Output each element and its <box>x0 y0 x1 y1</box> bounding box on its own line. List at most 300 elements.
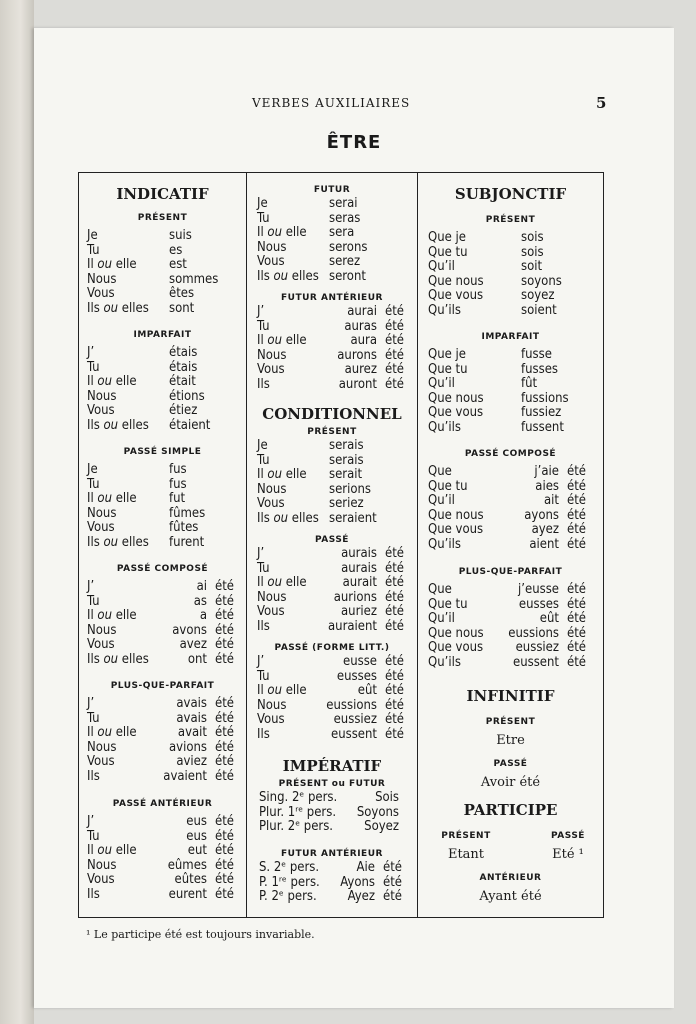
verb-form: sois <box>521 230 544 245</box>
pronoun: Vous <box>257 604 285 619</box>
participle: été <box>385 726 404 742</box>
heading-participe: PARTICIPE <box>463 801 558 819</box>
pronoun: P. 1ʳᵉ pers. <box>259 874 320 890</box>
heading-subjonctif: SUBJONCTIF <box>454 185 567 203</box>
participle: été <box>385 318 404 334</box>
participle: été <box>215 593 234 609</box>
tense-label: PLUS-QUE-PARFAIT <box>458 567 563 577</box>
verb-form: serai <box>329 196 358 211</box>
verb-form: auront <box>338 376 377 392</box>
conjugation-row <box>79 521 246 536</box>
conjugation-row <box>418 627 603 642</box>
participle: été <box>215 608 234 623</box>
verb-form: aviez <box>176 754 207 769</box>
conjugation-row <box>247 699 417 714</box>
conjugation-row <box>79 712 246 727</box>
pronoun: Que je <box>428 230 466 245</box>
conjugation-row <box>247 226 417 241</box>
verb-form: eus <box>186 814 207 829</box>
infinitif-passe-label: PASSÉ <box>493 759 528 769</box>
tense-subj-passe-compose <box>418 449 603 552</box>
verb-form: aura <box>350 333 377 348</box>
participle: été <box>215 622 234 638</box>
participe-passe-value: Eté ¹ <box>552 847 584 862</box>
conjugation-row <box>247 483 417 498</box>
participle: été <box>385 712 404 727</box>
verb-form: Ayons <box>340 874 375 890</box>
verb-form: eut <box>187 843 207 858</box>
verb-form: fûtes <box>169 520 199 535</box>
pronoun: Il ou elle <box>257 467 307 482</box>
pronoun: Tu <box>257 210 270 226</box>
conjugation-row <box>247 454 417 469</box>
conjugation-row <box>247 241 417 256</box>
tense-conditionnel-present <box>247 427 417 526</box>
pronoun: Tu <box>257 560 270 576</box>
tense-conditionnel-passe-litt <box>247 643 417 742</box>
verb-form: avons <box>172 622 207 638</box>
pronoun: Nous <box>257 481 287 497</box>
pronoun: J’ <box>257 546 265 561</box>
conjugation-row <box>418 275 603 290</box>
participle: été <box>215 828 234 844</box>
conjugation-row <box>418 406 603 421</box>
tense-imperatif-present <box>247 779 417 835</box>
verb-form: Soyons <box>356 804 399 820</box>
participle: été <box>215 637 234 652</box>
pronoun: Nous <box>87 271 117 287</box>
verb-form: eût <box>539 611 559 626</box>
pronoun: Vous <box>87 754 115 769</box>
conjugation-row <box>247 620 417 635</box>
conjugation-table <box>78 172 604 918</box>
pronoun: J’ <box>257 304 265 319</box>
pronoun: Que je <box>428 347 466 362</box>
conjugation-row <box>79 844 246 859</box>
pronoun: Ils <box>87 886 100 902</box>
verb-form: eusses <box>336 668 377 684</box>
conjugation-row <box>247 890 417 905</box>
conjugation-row <box>247 334 417 349</box>
pronoun: Vous <box>87 403 115 418</box>
running-title: VERBES AUXILIAIRES <box>252 96 411 110</box>
pronoun: Nous <box>87 622 117 638</box>
pronoun: J’ <box>87 696 95 711</box>
verb-form: eussions <box>508 625 559 641</box>
pronoun: Tu <box>87 828 100 844</box>
conjugation-row <box>79 463 246 478</box>
verb-form: ai <box>196 579 207 594</box>
pronoun: Vous <box>257 712 285 727</box>
pronoun: Nous <box>87 388 117 404</box>
verb-form: ont <box>187 651 207 667</box>
participle: été <box>567 522 586 537</box>
participle: été <box>383 874 402 890</box>
participle: été <box>385 333 404 348</box>
conjugation-row <box>79 361 246 376</box>
verb-form: serais <box>329 452 364 468</box>
verb-form: aurait <box>342 575 377 590</box>
participle: été <box>567 536 586 552</box>
verb-form: as <box>193 593 207 609</box>
heading-infinitif: INFINITIF <box>466 687 555 705</box>
pronoun: Que tu <box>428 478 468 494</box>
conjugation-row <box>247 497 417 512</box>
pronoun: Que <box>428 464 452 479</box>
verb-form: j’eusse <box>518 582 559 597</box>
pronoun: Que tu <box>428 361 468 377</box>
conjugation-row <box>418 260 603 275</box>
verb-form: fusse <box>521 347 552 362</box>
verb-form: soient <box>521 302 557 318</box>
conjugation-row <box>418 246 603 261</box>
conjugation-row <box>247 378 417 393</box>
verb-form: eût <box>357 683 377 698</box>
pronoun: Nous <box>87 739 117 755</box>
conjugation-row <box>418 289 603 304</box>
conjugation-row <box>247 791 417 806</box>
verb-form: fus <box>169 462 187 477</box>
verb-form: aurons <box>337 347 377 363</box>
conjugation-row <box>247 547 417 562</box>
participle: été <box>567 493 586 508</box>
conjugation-row <box>79 287 246 302</box>
participle: été <box>567 640 586 655</box>
pronoun: Ils ou elles <box>87 417 149 433</box>
pronoun: Nous <box>257 347 287 363</box>
pronoun: Nous <box>87 505 117 521</box>
participle: été <box>385 546 404 561</box>
conjugation-row <box>79 258 246 273</box>
pronoun: Qu’ils <box>428 536 461 552</box>
verb-form: soit <box>521 259 543 274</box>
conjugation-row <box>79 609 246 624</box>
conjugation-row <box>418 612 603 627</box>
pronoun: Que <box>428 582 452 597</box>
verb-form: étions <box>169 388 205 404</box>
verb-form: fûmes <box>169 505 206 521</box>
conjugation-row <box>247 320 417 335</box>
verb-form: a <box>199 608 207 623</box>
verb-form: serait <box>329 467 363 482</box>
conjugation-row <box>79 419 246 434</box>
heading-indicatif: INDICATIF <box>116 185 209 203</box>
verb-form: aient <box>529 536 559 552</box>
conjugation-row <box>79 815 246 830</box>
verb-form: ayons <box>524 507 559 523</box>
pronoun: Il ou elle <box>257 575 307 590</box>
tense-label: FUTUR <box>313 185 351 195</box>
participle: été <box>567 582 586 597</box>
column-indicatif <box>79 173 246 917</box>
participle: été <box>385 683 404 698</box>
participle: été <box>385 376 404 392</box>
conjugation-row <box>79 478 246 493</box>
conjugation-row <box>418 583 603 598</box>
conjugation-row <box>247 439 417 454</box>
pronoun: Tu <box>87 710 100 726</box>
verb-form: eurent <box>168 886 207 902</box>
pronoun: Ils <box>257 726 270 742</box>
participle: été <box>215 814 234 829</box>
pronoun: Tu <box>257 452 270 468</box>
verb-form: eussent <box>513 654 559 670</box>
conjugation-row <box>79 273 246 288</box>
tense-label: PRÉSENT <box>485 215 536 225</box>
participle: été <box>385 604 404 619</box>
pronoun: Tu <box>87 593 100 609</box>
verb-form: aurez <box>344 362 377 377</box>
verb-form: fussiez <box>521 405 562 420</box>
verb-form: est <box>169 257 187 272</box>
pronoun: Je <box>257 196 268 211</box>
conjugation-row <box>418 494 603 509</box>
verb-form: sont <box>169 300 195 316</box>
participle: été <box>383 860 402 875</box>
participle: été <box>215 872 234 887</box>
verb-form: sera <box>329 225 355 240</box>
pronoun: Que nous <box>428 625 484 641</box>
verb-form: eusses <box>518 596 559 612</box>
pronoun: Il ou elle <box>257 225 307 240</box>
pronoun: Qu’ils <box>428 654 461 670</box>
participle: été <box>383 889 402 904</box>
verb-form: aies <box>535 478 559 494</box>
verb-form: eusse <box>343 654 377 669</box>
pronoun: J’ <box>87 579 95 594</box>
participle: été <box>385 654 404 669</box>
verb-form: suis <box>169 228 192 243</box>
heading-imperatif: IMPÉRATIF <box>282 757 382 775</box>
tense-imperatif-futur-anterieur <box>247 849 417 905</box>
pronoun: Que nous <box>428 390 484 406</box>
pronoun: Ils <box>257 376 270 392</box>
conjugation-row <box>79 859 246 874</box>
participle: été <box>567 596 586 612</box>
pronoun: P. 2ᵉ pers. <box>259 889 317 904</box>
verb-form: eûmes <box>167 857 207 873</box>
tense-label: PASSÉ COMPOSÉ <box>464 449 557 459</box>
conjugation-row <box>79 873 246 888</box>
participle: été <box>215 886 234 902</box>
participle: été <box>385 347 404 363</box>
conjugation-row <box>418 480 603 495</box>
conjugation-row <box>247 713 417 728</box>
participe-anterieur-label: ANTÉRIEUR <box>479 873 542 883</box>
tense-present <box>79 213 246 316</box>
participle: été <box>215 843 234 858</box>
pronoun: Je <box>87 228 98 243</box>
tense-plus-que-parfait <box>79 681 246 784</box>
tense-subj-imparfait <box>418 332 603 435</box>
tense-label: PLUS-QUE-PARFAIT <box>110 681 215 691</box>
participle: été <box>385 560 404 576</box>
infinitif-passe-value: Avoir été <box>480 775 541 790</box>
conjugation-row <box>418 465 603 480</box>
verb-form: étais <box>169 345 198 360</box>
conjugation-row <box>79 390 246 405</box>
infinitif-present-label: PRÉSENT <box>485 717 536 727</box>
participle: été <box>385 618 404 634</box>
conjugation-row <box>418 363 603 378</box>
verb-form: serais <box>329 438 364 453</box>
pronoun: J’ <box>87 814 95 829</box>
pronoun: Il ou elle <box>87 843 137 858</box>
verb-form: fussent <box>521 419 564 435</box>
column-futur-conditionnel <box>247 173 417 917</box>
conjugation-row <box>247 468 417 483</box>
tense-label: PASSÉ <box>315 535 349 545</box>
conjugation-row <box>418 231 603 246</box>
pronoun: Que tu <box>428 596 468 612</box>
pronoun: Ils <box>257 618 270 634</box>
verb-form: seraient <box>329 510 377 526</box>
conjugation-row <box>79 697 246 712</box>
tense-label: PASSÉ COMPOSÉ <box>116 564 209 574</box>
pronoun: J’ <box>257 654 265 669</box>
verb-form: Soyez <box>364 819 399 834</box>
tense-futur <box>247 185 417 284</box>
pronoun: Je <box>87 462 98 477</box>
pronoun: Il ou elle <box>257 683 307 698</box>
conjugation-row <box>418 304 603 319</box>
pronoun: Il ou elle <box>257 333 307 348</box>
verb-form: seriez <box>329 496 364 511</box>
verb-form: eus <box>186 828 207 844</box>
verb-form: avais <box>176 710 207 726</box>
tense-label: PRÉSENT <box>137 213 188 223</box>
verb-form: es <box>169 242 183 258</box>
conjugation-row <box>247 255 417 270</box>
pronoun: Nous <box>257 239 287 255</box>
tense-label: IMPARFAIT <box>133 330 192 340</box>
verb-form: sommes <box>169 271 219 287</box>
heading-conditionnel: CONDITIONNEL <box>262 405 402 423</box>
verb-form: serez <box>329 254 361 269</box>
verb-form: Aie <box>356 860 375 875</box>
conjugation-row <box>79 536 246 551</box>
participle: été <box>215 579 234 594</box>
conjugation-row <box>79 244 246 259</box>
conjugation-row <box>79 755 246 770</box>
conjugation-row <box>247 270 417 285</box>
verb-form: avions <box>169 739 207 755</box>
conjugation-row <box>247 562 417 577</box>
verb-form: avais <box>176 696 207 711</box>
tense-subj-present <box>418 215 603 318</box>
conjugation-row <box>79 830 246 845</box>
verb-form: eûtes <box>174 872 207 887</box>
pronoun: Qu’ils <box>428 302 461 318</box>
conjugation-row <box>79 492 246 507</box>
participle: été <box>215 754 234 769</box>
verb-form: fussions <box>521 390 569 406</box>
participle: été <box>567 625 586 641</box>
participe-passe-label: PASSÉ <box>551 831 585 841</box>
pronoun: Que nous <box>428 507 484 523</box>
pronoun: Vous <box>87 286 115 301</box>
verb-form: aurais <box>341 560 377 576</box>
conjugation-row <box>418 421 603 436</box>
participle: été <box>567 611 586 626</box>
pronoun: Qu’il <box>428 376 455 391</box>
pronoun: Plur. 2ᵉ pers. <box>259 819 334 834</box>
verb-form: étais <box>169 359 198 375</box>
verb-form: Ayez <box>347 889 375 904</box>
conjugation-row <box>79 375 246 390</box>
participe-present-label: PRÉSENT <box>441 831 491 841</box>
conjugation-row <box>247 605 417 620</box>
page-number: 5 <box>596 94 607 112</box>
conjugation-row <box>247 684 417 699</box>
verb-form: êtes <box>169 286 195 301</box>
conjugation-row <box>247 212 417 227</box>
participle: été <box>567 507 586 523</box>
pronoun: Nous <box>257 589 287 605</box>
participle: été <box>385 575 404 590</box>
conjugation-row <box>418 641 603 656</box>
participe-present-value: Etant <box>447 847 485 862</box>
tense-conditionnel-passe <box>247 535 417 634</box>
pronoun: Tu <box>257 318 270 334</box>
conjugation-row <box>418 656 603 671</box>
verb-form: avaient <box>163 768 207 784</box>
participle: été <box>385 668 404 684</box>
conjugation-row <box>247 655 417 670</box>
conjugation-row <box>418 509 603 524</box>
conjugation-row <box>247 728 417 743</box>
pronoun: Vous <box>257 254 285 269</box>
tense-label: PASSÉ ANTÉRIEUR <box>112 799 213 809</box>
participle: été <box>215 696 234 711</box>
tense-label: IMPARFAIT <box>481 332 540 342</box>
conjugation-row <box>79 726 246 741</box>
verb-form: ait <box>544 493 559 508</box>
pronoun: Je <box>257 438 268 453</box>
pronoun: Nous <box>87 857 117 873</box>
pronoun: Que vous <box>428 288 484 303</box>
verb-form: auras <box>344 318 377 334</box>
verb-form: ayez <box>531 522 559 537</box>
conjugation-row <box>247 591 417 606</box>
conjugation-row <box>418 538 603 553</box>
pronoun: Que tu <box>428 244 468 260</box>
tense-futur-anterieur <box>247 293 417 392</box>
conjugation-row <box>79 346 246 361</box>
pronoun: Vous <box>257 496 285 511</box>
participle: été <box>567 478 586 494</box>
verb-form: j’aie <box>534 464 559 479</box>
conjugation-row <box>418 348 603 363</box>
pronoun: Nous <box>257 697 287 713</box>
pronoun: Ils ou elles <box>257 268 319 284</box>
participle: été <box>215 739 234 755</box>
verb-form: Sois <box>375 790 399 805</box>
conjugation-row <box>247 576 417 591</box>
verb-form: sois <box>521 244 544 260</box>
conjugation-row <box>247 363 417 378</box>
pronoun: Il ou elle <box>87 725 137 740</box>
tense-passe-simple <box>79 447 246 550</box>
conjugation-row <box>79 741 246 756</box>
pronoun: Que vous <box>428 522 484 537</box>
pronoun: Vous <box>257 362 285 377</box>
conjugation-row <box>247 512 417 527</box>
pronoun: J’ <box>87 345 95 360</box>
pronoun: Vous <box>87 520 115 535</box>
conjugation-row <box>247 305 417 320</box>
pronoun: Il ou elle <box>87 608 137 623</box>
